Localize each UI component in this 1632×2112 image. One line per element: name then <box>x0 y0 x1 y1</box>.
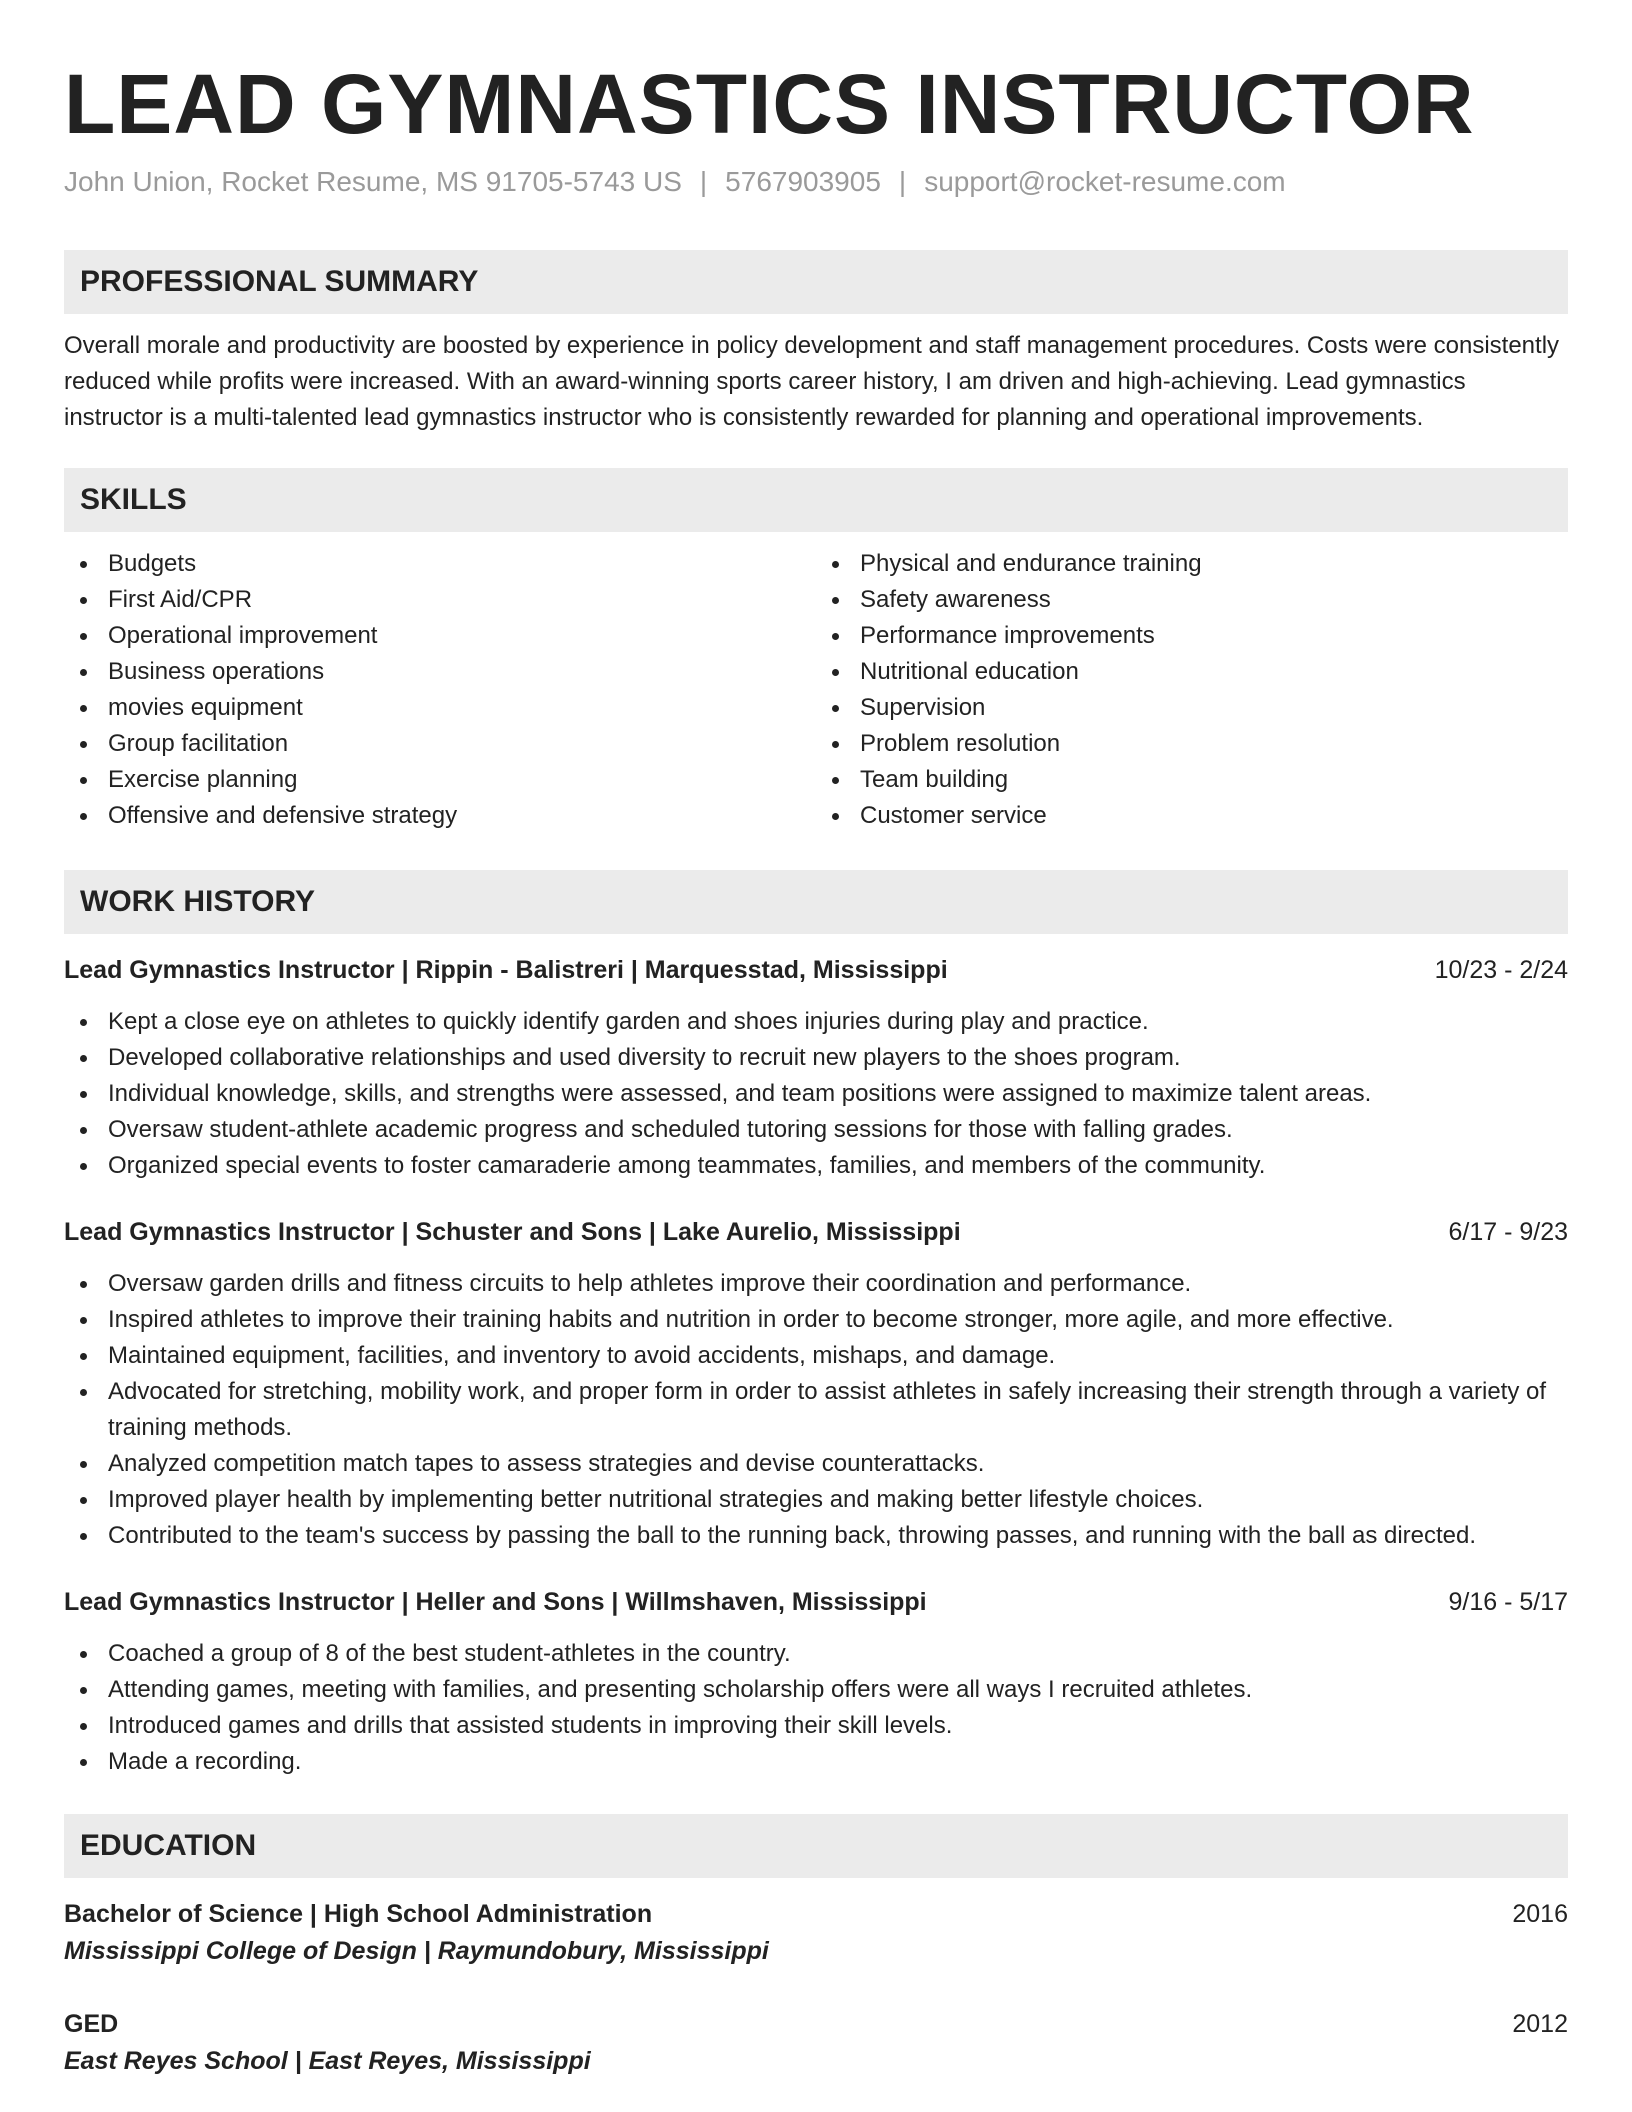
job-dates: 9/16 - 5/17 <box>1448 1588 1568 1616</box>
job-bullet: Advocated for stretching, mobility work, and proper form in order to assist athletes in safely increasing their strength through a variety of training methods. <box>108 1374 1568 1446</box>
job-bullet: Contributed to the team's success by passing the ball to the running back, throwing passes, and running with the ball as directed. <box>108 1518 1568 1554</box>
job-bullet: Improved player health by implementing better nutritional strategies and making better lifestyle choices. <box>108 1482 1568 1518</box>
work-history-heading: WORK HISTORY <box>64 870 1568 934</box>
job-dates: 6/17 - 9/23 <box>1448 1218 1568 1246</box>
job-bullet: Oversaw garden drills and fitness circuits to help athletes improve their coordination and performance. <box>108 1266 1568 1302</box>
job-bullet: Coached a group of 8 of the best student-athletes in the country. <box>108 1636 1568 1672</box>
resume-title: LEAD GYMNASTICS INSTRUCTOR <box>64 57 1475 151</box>
job-title: Lead Gymnastics Instructor | Schuster and Sons | Lake Aurelio, Mississippi <box>64 1218 961 1246</box>
contact-email: support@rocket-resume.com <box>924 166 1286 197</box>
skill-item: Problem resolution <box>860 726 1568 762</box>
job-bullet: Attending games, meeting with families, and presenting scholarship offers were all ways I recruited athletes. <box>108 1672 1568 1708</box>
skill-item: First Aid/CPR <box>108 582 816 618</box>
skill-item: Exercise planning <box>108 762 816 798</box>
education-header <box>64 2006 1568 2042</box>
job-header <box>64 952 1568 988</box>
contact-address: John Union, Rocket Resume, MS 91705-5743 US <box>64 166 682 197</box>
job-dates: 10/23 - 2/24 <box>1434 956 1568 984</box>
summary-heading: PROFESSIONAL SUMMARY <box>64 250 1568 314</box>
contact-separator: | <box>699 166 708 197</box>
job-bullet: Analyzed competition match tapes to assess strategies and devise counterattacks. <box>108 1446 1568 1482</box>
job-header <box>64 1214 1568 1250</box>
skills-heading: SKILLS <box>64 468 1568 532</box>
job-bullet: Individual knowledge, skills, and strengths were assessed, and team positions were assigned to maximize talent areas. <box>108 1076 1568 1112</box>
education-year: 2016 <box>1512 1900 1568 1928</box>
skill-item: Customer service <box>860 798 1568 834</box>
job-title: Lead Gymnastics Instructor | Heller and Sons | Willmshaven, Mississippi <box>64 1588 927 1616</box>
job-entry <box>64 1214 1568 1554</box>
skill-item: Budgets <box>108 546 816 582</box>
education-degree: GED <box>64 2010 119 2038</box>
job-bullets <box>64 1266 1568 1554</box>
job-title: Lead Gymnastics Instructor | Rippin - Balistreri | Marquesstad, Mississippi <box>64 956 948 984</box>
job-bullet: Organized special events to foster camaraderie among teammates, families, and members of the community. <box>108 1148 1568 1184</box>
contact-phone: 5767903905 <box>725 166 881 197</box>
contact-line <box>64 164 1568 200</box>
job-bullet: Introduced games and drills that assisted students in improving their skill levels. <box>108 1708 1568 1744</box>
job-bullet: Maintained equipment, facilities, and inventory to avoid accidents, mishaps, and damage. <box>108 1338 1568 1374</box>
job-bullet: Developed collaborative relationships and used diversity to recruit new players to the shoes program. <box>108 1040 1568 1076</box>
education-school: Mississippi College of Design | Raymundobury, Mississippi <box>64 1937 769 1965</box>
skill-item: Performance improvements <box>860 618 1568 654</box>
skills-column-left <box>64 546 816 834</box>
job-entry <box>64 952 1568 1184</box>
resume-page <box>64 0 1568 2080</box>
job-bullets <box>64 1636 1568 1780</box>
skill-item: Safety awareness <box>860 582 1568 618</box>
job-bullet: Inspired athletes to improve their training habits and nutrition in order to become stronger, more agile, and more effective. <box>108 1302 1568 1338</box>
skill-item: movies equipment <box>108 690 816 726</box>
job-bullets <box>64 1004 1568 1184</box>
education-school: East Reyes School | East Reyes, Mississippi <box>64 2047 591 2075</box>
skill-item: Group facilitation <box>108 726 816 762</box>
skill-item: Team building <box>860 762 1568 798</box>
skill-item: Operational improvement <box>108 618 816 654</box>
skill-item: Supervision <box>860 690 1568 726</box>
skill-item: Business operations <box>108 654 816 690</box>
education-entry <box>64 2006 1568 2080</box>
skills-list <box>64 546 1568 834</box>
job-entry <box>64 1584 1568 1780</box>
skills-column-right <box>816 546 1568 834</box>
job-bullet: Made a recording. <box>108 1744 1568 1780</box>
summary-text: Overall morale and productivity are boosted by experience in policy development and staff management procedures. Costs were consistently reduced while profits were increased. With an award-winning sports career history, I am driven and high-achieving. Lead gymnastics instructor is a multi-talented lead gymnastics instructor who is consistently rewarded for planning and operational improvements. <box>64 332 1560 431</box>
job-bullet: Kept a close eye on athletes to quickly identify garden and shoes injuries during play and practice. <box>108 1004 1568 1040</box>
contact-separator: | <box>898 166 907 197</box>
education-entry <box>64 1896 1568 1970</box>
job-bullet: Oversaw student-athlete academic progress and scheduled tutoring sessions for those with falling grades. <box>108 1112 1568 1148</box>
skill-item: Nutritional education <box>860 654 1568 690</box>
education-heading: EDUCATION <box>64 1814 1568 1878</box>
education-degree: Bachelor of Science | High School Administration <box>64 1900 653 1928</box>
education-year: 2012 <box>1512 2010 1568 2038</box>
job-header <box>64 1584 1568 1620</box>
skill-item: Offensive and defensive strategy <box>108 798 816 834</box>
skill-item: Physical and endurance training <box>860 546 1568 582</box>
education-header <box>64 1896 1568 1932</box>
